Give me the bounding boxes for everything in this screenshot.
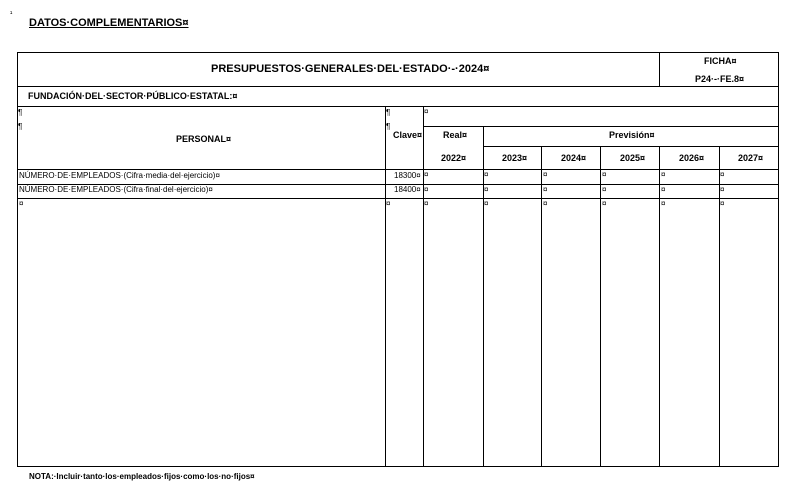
cell-mark: ¤: [720, 170, 725, 179]
year-2024: 2024¤: [561, 153, 587, 163]
row-2-clave: 18400¤: [394, 185, 421, 194]
table-line-clave: [423, 106, 424, 467]
cell-mark: ¤: [602, 199, 607, 208]
row-1-clave: 18300¤: [394, 171, 421, 180]
year-2026: 2026¤: [679, 153, 705, 163]
column-header-personal: PERSONAL¤: [176, 134, 232, 144]
column-header-clave: Clave¤: [393, 130, 423, 140]
table-border-top: [17, 52, 779, 53]
table-line-2025: [659, 146, 660, 467]
cell-mark: ¤: [543, 199, 548, 208]
table-line-2023: [541, 146, 542, 467]
year-2022: 2022¤: [441, 153, 467, 163]
ficha-label: FICHA¤: [704, 56, 737, 66]
column-header-prevision: Previsión¤: [609, 130, 655, 140]
cell-mark: ¤: [386, 199, 391, 208]
table-line-prevision-bottom: [483, 146, 779, 147]
footnote: [29, 472, 255, 481]
cell-mark: ¤: [661, 170, 666, 179]
table-border-right: [778, 52, 779, 467]
table-line-entity-bottom: [17, 106, 779, 107]
cell-mark: ¤: [543, 170, 548, 179]
budget-title: PRESUPUESTOS·GENERALES·DEL·ESTADO·-·2024¤: [211, 63, 490, 75]
cell-mark: ¤: [424, 199, 429, 208]
table-line-real-prevision: [423, 126, 779, 127]
cell-mark: ¤: [661, 199, 666, 208]
table-border-bottom: [17, 466, 779, 467]
cell-mark: ¤: [424, 107, 429, 116]
pilcrow-mark: ¶: [386, 122, 391, 131]
page-marker: ¹: [10, 11, 13, 18]
ficha-code: P24·-·FE.8¤: [695, 74, 745, 84]
cell-mark: ¤: [720, 185, 725, 194]
document-title: DATOS·COMPLEMENTARIOS¤: [29, 17, 189, 29]
table-line-ficha: [659, 52, 660, 86]
column-header-real: Real¤: [443, 130, 468, 140]
cell-mark: ¤: [543, 185, 548, 194]
cell-mark: ¤: [661, 185, 666, 194]
cell-mark: ¤: [602, 185, 607, 194]
cell-mark: ¤: [484, 170, 489, 179]
year-2025: 2025¤: [620, 153, 646, 163]
year-2027: 2027¤: [738, 153, 764, 163]
footnote-text: NOTA:·Incluir·tanto·los·empleados·fijos·como·los·no·fijos¤: [29, 472, 255, 481]
pilcrow-mark: ¶: [386, 108, 391, 117]
row-1-label: NÚMERO·DE·EMPLEADOS·(Cifra·media·del·ejercicio)¤: [19, 171, 220, 180]
row-2-label: NÚMERO·DE·EMPLEADOS·(Cifra·final·del·ejercicio)¤: [19, 185, 213, 194]
table-line-2024: [600, 146, 601, 467]
cell-mark: ¤: [19, 199, 24, 208]
pilcrow-mark: ¶: [18, 108, 23, 117]
entity-label: FUNDACIÓN·DEL·SECTOR·PÚBLICO·ESTATAL:¤: [28, 91, 238, 101]
cell-mark: ¤: [484, 185, 489, 194]
table-line-2026: [719, 146, 720, 467]
cell-mark: ¤: [484, 199, 489, 208]
year-2023: 2023¤: [502, 153, 528, 163]
cell-mark: ¤: [602, 170, 607, 179]
cell-mark: ¤: [720, 199, 725, 208]
table-line-header-bottom: [17, 86, 779, 87]
cell-mark: ¤: [424, 170, 429, 179]
table-line-personal: [385, 106, 386, 467]
pilcrow-mark: ¶: [18, 122, 23, 131]
cell-mark: ¤: [424, 185, 429, 194]
